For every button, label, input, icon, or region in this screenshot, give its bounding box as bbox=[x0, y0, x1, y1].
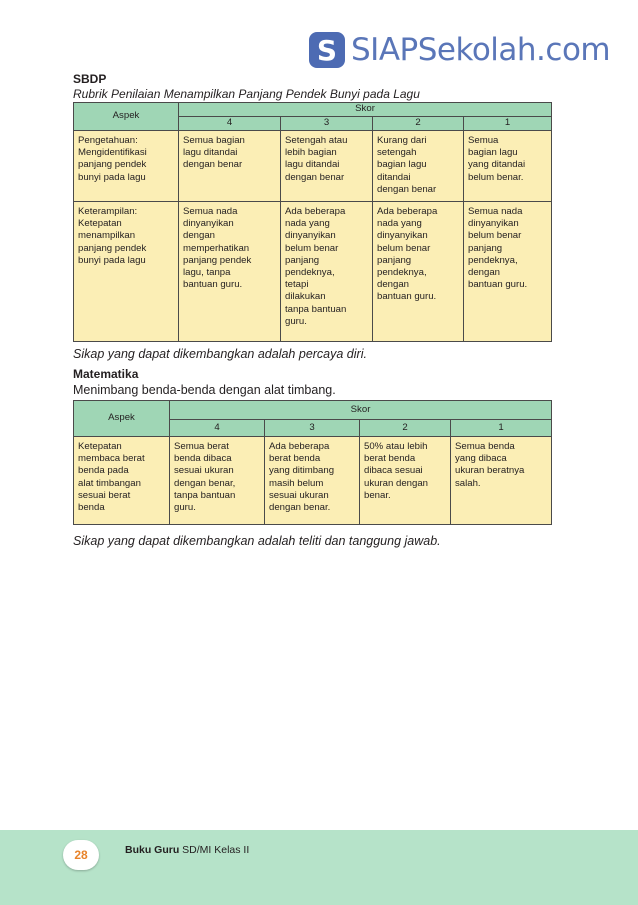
score-3-header: 3 bbox=[281, 117, 373, 131]
aspek-cell: Ketepatan membaca berat benda pada alat timbangan sesuai berat benda bbox=[74, 437, 170, 525]
matematika-title: Matematika bbox=[73, 367, 139, 381]
score-4-header: 4 bbox=[170, 420, 265, 437]
matematika-subtitle: Menimbang benda-benda dengan alat timbang. bbox=[73, 383, 336, 397]
skor-header: Skor bbox=[179, 103, 552, 117]
aspek-header: Aspek bbox=[74, 103, 179, 131]
score-2-header: 2 bbox=[373, 117, 464, 131]
matematika-rubric-table bbox=[73, 400, 552, 525]
aspek-cell: Pengetahuan: Mengidentifikasi panjang pendek bunyi pada lagu bbox=[74, 131, 179, 202]
score-3-cell: Ada beberapa nada yang dinyanyikan belum benar panjang pendeknya, tetapi dilakukan tanpa bantuan guru. bbox=[281, 202, 373, 342]
sbdp-subtitle: Rubrik Penilaian Menampilkan Panjang Pendek Bunyi pada Lagu bbox=[73, 87, 420, 101]
header-row bbox=[74, 103, 552, 117]
logo-badge: S bbox=[309, 32, 345, 68]
sbdp-title: SBDP bbox=[73, 72, 107, 86]
footer-book-title bbox=[125, 844, 249, 856]
score-2-cell: Ada beberapa nada yang dinyanyikan belum benar panjang pendeknya, dengan bantuan guru. bbox=[373, 202, 464, 342]
score-1-cell: Semua nada dinyanyikan belum benar panjang pendeknya, dengan bantuan guru. bbox=[464, 202, 552, 342]
sbdp-rubric-table bbox=[73, 102, 552, 342]
score-4-cell: Semua nada dinyanyikan dengan memperhatikan panjang pendek lagu, tanpa bantuan guru. bbox=[179, 202, 281, 342]
logo-text: SIAPSekolah.com bbox=[351, 32, 611, 68]
aspek-header: Aspek bbox=[74, 401, 170, 437]
score-4-cell: Semua berat benda dibaca sesuai ukuran dengan benar, tanpa bantuan guru. bbox=[170, 437, 265, 525]
score-2-cell: 50% atau lebih berat benda dibaca sesuai ukuran dengan benar. bbox=[360, 437, 451, 525]
score-2-cell: Kurang dari setengah bagian lagu ditandai dengan benar bbox=[373, 131, 464, 202]
siapsekolah-logo bbox=[309, 30, 610, 70]
score-4-cell: Semua bagian lagu ditandai dengan benar bbox=[179, 131, 281, 202]
table-row bbox=[74, 131, 552, 202]
page-number: 28 bbox=[63, 840, 99, 870]
table-row bbox=[74, 202, 552, 342]
score-4-header: 4 bbox=[179, 117, 281, 131]
score-1-cell: Semua benda yang dibaca ukuran beratnya salah. bbox=[451, 437, 552, 525]
footer-band bbox=[0, 830, 638, 905]
table-row bbox=[74, 437, 552, 525]
score-1-header: 1 bbox=[451, 420, 552, 437]
score-3-cell: Setengah atau lebih bagian lagu ditandai dengan benar bbox=[281, 131, 373, 202]
skor-header: Skor bbox=[170, 401, 552, 420]
score-1-cell: Semua bagian lagu yang ditandai belum benar. bbox=[464, 131, 552, 202]
score-3-cell: Ada beberapa berat benda yang ditimbang masih belum sesuai ukuran dengan benar. bbox=[265, 437, 360, 525]
page-content bbox=[73, 72, 551, 549]
score-2-header: 2 bbox=[360, 420, 451, 437]
score-1-header: 1 bbox=[464, 117, 552, 131]
sbdp-note: Sikap yang dapat dikembangkan adalah percaya diri. bbox=[73, 347, 367, 361]
footer-book-bold: Buku Guru bbox=[125, 844, 180, 856]
footer-book-rest: SD/MI Kelas II bbox=[179, 844, 250, 856]
score-3-header: 3 bbox=[265, 420, 360, 437]
matematika-note: Sikap yang dapat dikembangkan adalah teliti dan tanggung jawab. bbox=[73, 534, 441, 548]
aspek-cell: Keterampilan: Ketepatan menampilkan panjang pendek bunyi pada lagu bbox=[74, 202, 179, 342]
header-row bbox=[74, 401, 552, 420]
